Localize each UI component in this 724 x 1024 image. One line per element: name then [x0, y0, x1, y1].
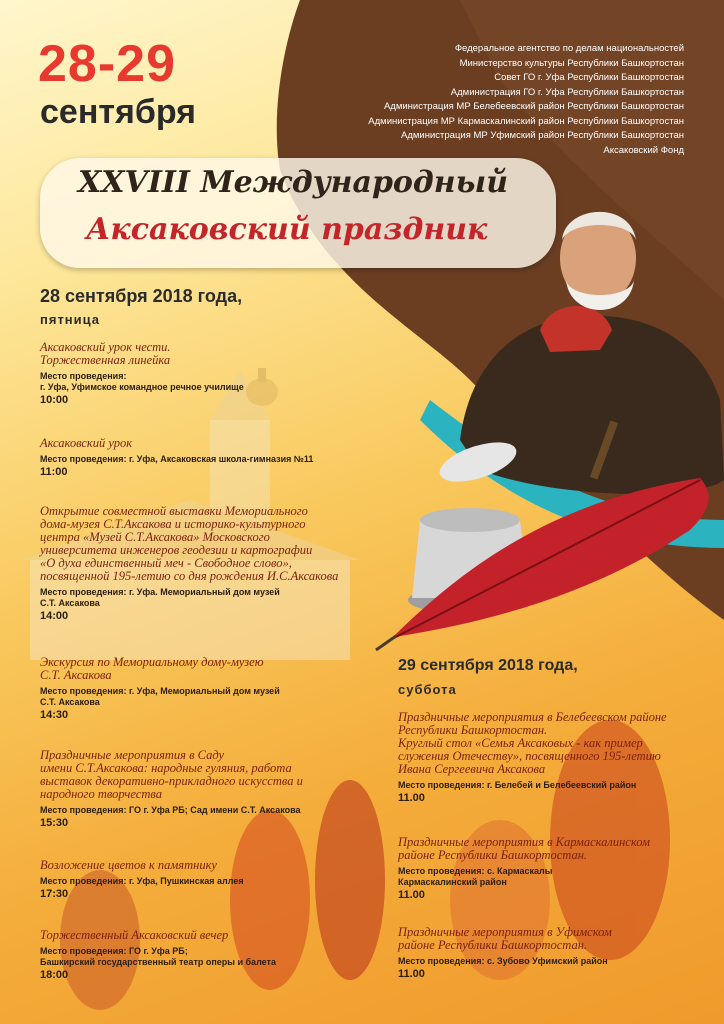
event-item [40, 656, 370, 722]
event-title: Праздничные мероприятия в Кармаскалинском районе Республики Башкортостан. [398, 835, 650, 862]
event-item [40, 929, 370, 982]
organizer-line: Министерство культуры Республики Башкортостан [459, 57, 684, 69]
day2-weekday: суббота [398, 682, 457, 697]
date-month: сентября [40, 93, 197, 131]
event-place: Место проведения: ГО г. Уфа РБ; Сад имени С.Т. Аксакова [40, 805, 301, 815]
event-time: 17:30 [40, 888, 69, 900]
event-title: Аксаковский урок чести. Торжественная линейка [40, 340, 171, 367]
event-title: Открытие совместной выставки Мемориального дома-музея С.Т.Аксакова и историко-культурного центра «Музей С.Т.Аксакова» Московского университета инженеров геодезии и картографии «О духа единственный меч - Свободное слово», посвященной 195-летию со дня рождения И.С.Аксакова [40, 504, 339, 583]
organizer-line: Администрация МР Белебеевский район Республики Башкортостан [383, 101, 684, 112]
event-item [40, 437, 370, 479]
event-place: Место проведения: г. Белебей и Белебеевский район [398, 780, 637, 790]
event-title: Праздничные мероприятия в Уфимском районе Республики Башкортостан. [398, 925, 612, 952]
event-item [398, 711, 708, 805]
event-title: Аксаковский урок [40, 436, 133, 450]
event-item [40, 505, 380, 623]
festival-title-line1: XXVIII Международный [78, 165, 509, 200]
event-title: Праздничные мероприятия в Белебеевском районе Республики Башкортостан. Круглый стол «Семья Аксаковых - как пример служения Отечеству», посвященного 195-летию Ивана Сергеевича Аксакова [398, 710, 667, 776]
event-time: 18:00 [40, 969, 69, 981]
organizer-line: Совет ГО г. Уфа Республики Башкортостан [494, 72, 684, 83]
event-title: Экскурсия по Мемориальному дому-музею С.Т. Аксакова [40, 655, 264, 682]
day1-heading: 28 сентября 2018 года, [40, 286, 243, 306]
organizer-line: Федеральное агентство по делам национальностей [454, 43, 684, 54]
event-place: Место проведения: г. Уфа, Мемориальный дом музей С.Т. Аксакова [40, 686, 280, 707]
event-time: 11.00 [398, 968, 425, 980]
event-item [398, 926, 708, 981]
event-place: Место проведения: г. Уфа. Мемориальный дом музей С.Т. Аксакова [40, 587, 280, 608]
event-item [40, 749, 370, 830]
date-range: 28-29 [38, 35, 176, 93]
event-time: 15:30 [40, 817, 69, 829]
event-item [40, 859, 370, 901]
organizers-list [304, 42, 684, 158]
event-time: 11.00 [398, 792, 425, 804]
event-title: Торжественный Аксаковский вечер [40, 928, 229, 942]
event-time: 11.00 [398, 889, 425, 901]
day2-heading: 29 сентября 2018 года, [398, 657, 578, 674]
event-place: Место проведения: г. Уфа, Уфимское командное речное училище [40, 371, 244, 392]
event-place: Место проведения: с. Зубово Уфимский район [398, 956, 608, 966]
event-title: Возложение цветов к памятнику [40, 858, 217, 872]
event-item [398, 836, 708, 902]
organizer-line: Аксаковский Фонд [603, 144, 684, 156]
event-time: 11:00 [40, 466, 68, 478]
event-title: Праздничные мероприятия в Саду имени С.Т.Аксакова: народные гуляния, работа выставок декоративно-прикладного искусства и народного творчества [40, 748, 303, 801]
event-time: 14:30 [40, 709, 69, 721]
organizer-line: Администрация МР Кармаскалинский район Республики Башкортостан [368, 115, 684, 127]
event-place: Место проведения: ГО г. Уфа РБ; Башкирский государственный театр оперы и балета [40, 946, 276, 967]
organizer-line: Администрация ГО г. Уфа Республики Башкортостан [450, 86, 684, 98]
festival-title-line2: Аксаковский праздник [86, 212, 488, 247]
organizer-line: Администрация МР Уфимский район Республики Башкортостан [401, 130, 684, 141]
event-place: Место проведения: с. Кармаскалы Кармаскалинский район [398, 866, 553, 887]
event-item [40, 341, 370, 407]
event-time: 10:00 [40, 394, 69, 406]
event-place: Место проведения: г. Уфа, Аксаковская школа-гимназия №11 [40, 454, 314, 464]
event-place: Место проведения: г. Уфа, Пушкинская аллея [40, 876, 244, 886]
day1-weekday: пятница [40, 312, 101, 327]
event-time: 14:00 [40, 610, 69, 622]
